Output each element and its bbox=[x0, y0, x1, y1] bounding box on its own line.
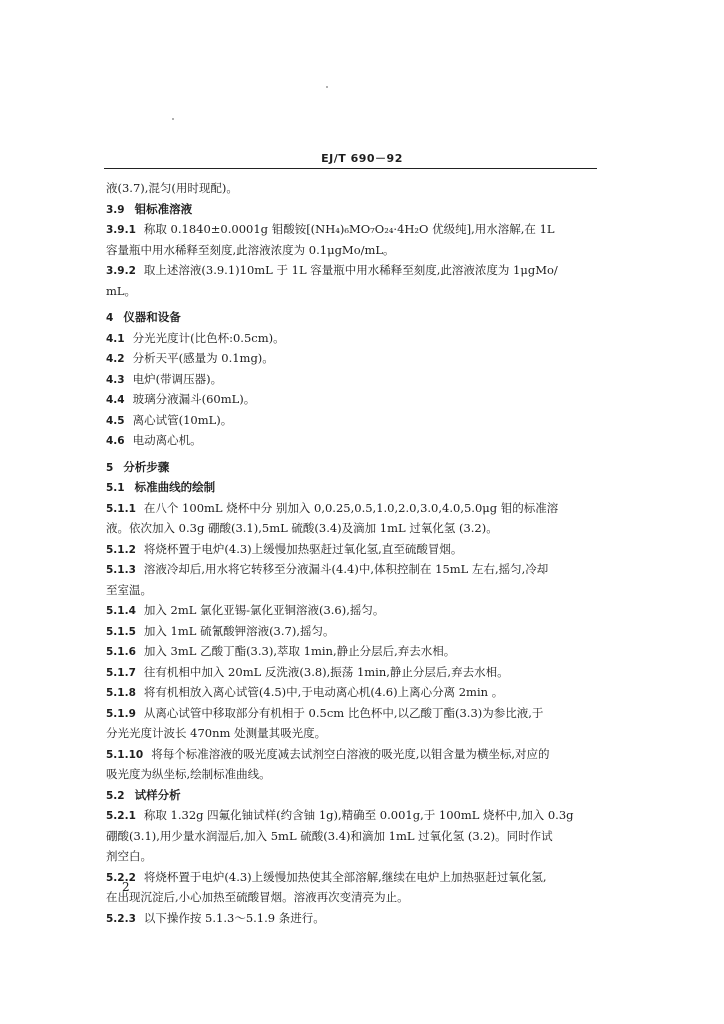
subsection-heading bbox=[106, 199, 602, 220]
clause-line bbox=[106, 219, 602, 240]
clause-line bbox=[106, 744, 602, 765]
section-heading bbox=[106, 457, 602, 478]
clause-text: 将有机相放入离心试管(4.5)中,于电动离心机(4.6)上离心分离 2min 。 bbox=[143, 685, 504, 699]
scan-speck bbox=[326, 86, 328, 88]
clause-number: 5.1.1 bbox=[106, 502, 136, 515]
clause-text: 从离心试管中移取部分有机相于 0.5cm 比色杯中,以乙酸丁酯(3.3)为参比液,于 bbox=[143, 705, 544, 720]
clause-line bbox=[106, 539, 602, 560]
clause-number: 5.1 bbox=[106, 482, 125, 494]
clause-number: 3.9 bbox=[106, 203, 125, 216]
continuation-line bbox=[106, 580, 602, 601]
clause-text: 试样分析 bbox=[134, 787, 181, 802]
clause-line bbox=[106, 703, 602, 724]
clause-line bbox=[106, 621, 602, 642]
clause-text: mL。 bbox=[106, 283, 137, 298]
clause-text: 分光光度计波长 470nm 处测量其吸光度。 bbox=[106, 726, 327, 740]
subsection-heading bbox=[106, 785, 602, 806]
clause-number: 5.1.2 bbox=[106, 543, 136, 556]
clause-text: 电动离心机。 bbox=[132, 433, 202, 447]
clause-line bbox=[106, 908, 602, 929]
clause-number: 4.6 bbox=[106, 435, 125, 447]
clause-text: 吸光度为纵坐标,绘制标准曲线。 bbox=[106, 767, 271, 781]
continuation-line bbox=[106, 723, 602, 744]
clause-number: 3.9.1 bbox=[106, 224, 136, 236]
clause-number: 4.4 bbox=[106, 394, 125, 406]
clause-line bbox=[106, 369, 602, 390]
scan-speck bbox=[172, 118, 174, 120]
continuation-line bbox=[106, 240, 602, 261]
clause-text: 液。依次加入 0.3g 硼酸(3.1),5mL 硫酸(3.4)及滴加 1mL 过氧化氢 (3.2)。 bbox=[106, 521, 498, 535]
clause-text: 电炉(带调压器)。 bbox=[132, 371, 223, 386]
clause-text: 将每个标准溶液的吸光度减去试剂空白溶液的吸光度,以钼含量为横坐标,对应的 bbox=[151, 746, 550, 761]
section-heading bbox=[106, 307, 602, 328]
clause-text: 仪器和设备 bbox=[123, 310, 181, 324]
subsection-heading bbox=[106, 477, 602, 498]
clause-number: 5.2 bbox=[106, 789, 125, 802]
clause-number: 4.5 bbox=[106, 414, 125, 427]
clause-text: 分析步骤 bbox=[123, 459, 170, 474]
document-body bbox=[106, 178, 602, 928]
clause-number: 4 bbox=[106, 312, 114, 324]
clause-line bbox=[106, 867, 602, 888]
clause-number: 5.2.3 bbox=[106, 912, 136, 925]
clause-number: 5.2.2 bbox=[106, 871, 136, 884]
clause-number: 5.1.5 bbox=[106, 625, 136, 638]
clause-text: 以下操作按 5.1.3～5.1.9 条进行。 bbox=[143, 910, 325, 925]
clause-line bbox=[106, 641, 602, 662]
clause-number: 5.1.10 bbox=[106, 748, 144, 761]
clause-text: 液(3.7),混匀(用时现配)。 bbox=[106, 181, 238, 195]
standard-code-header: EJ/T 690－92 bbox=[321, 152, 403, 165]
clause-text: 容量瓶中用水稀释至刻度,此溶液浓度为 0.1μgMo/mL。 bbox=[106, 242, 395, 257]
continuation-line bbox=[106, 826, 602, 847]
clause-number: 5.1.9 bbox=[106, 707, 136, 720]
clause-text: 加入 1mL 硫氰酸钾溶液(3.7),摇匀。 bbox=[143, 623, 335, 638]
clause-line bbox=[106, 389, 602, 410]
clause-text: 在八个 100mL 烧杯中分 别加入 0,0.25,0.5,1.0,2.0,3.0,4.0,5.0μg 钼的标准溶 bbox=[143, 500, 559, 515]
clause-line bbox=[106, 559, 602, 580]
clause-line bbox=[106, 600, 602, 621]
clause-text: 将烧杯置于电炉(4.3)上缓慢加热驱赶过氧化氢,直至硫酸冒烟。 bbox=[143, 541, 463, 556]
clause-number: 5.1.3 bbox=[106, 564, 136, 576]
clause-text: 至室温。 bbox=[106, 582, 152, 597]
header-rule bbox=[104, 168, 597, 169]
clause-line bbox=[106, 410, 602, 431]
clause-text: 加入 2mL 氯化亚锡-氯化亚铜溶液(3.6),摇匀。 bbox=[143, 603, 385, 617]
clause-text: 取上述溶液(3.9.1)10mL 于 1L 容量瓶中用水稀释至刻度,此溶液浓度为 1μgMo/ bbox=[143, 263, 558, 277]
clause-number: 4.2 bbox=[106, 353, 125, 365]
continuation-line bbox=[106, 281, 602, 302]
clause-number: 4.1 bbox=[106, 332, 125, 345]
clause-number: 4.3 bbox=[106, 373, 125, 386]
clause-text: 玻璃分液漏斗(60mL)。 bbox=[132, 392, 256, 406]
clause-line bbox=[106, 260, 602, 281]
page-number: 2 bbox=[122, 880, 130, 894]
clause-number: 5.1.6 bbox=[106, 646, 136, 658]
continuation-line bbox=[106, 846, 602, 867]
clause-line bbox=[106, 805, 602, 826]
clause-number: 5 bbox=[106, 461, 114, 474]
continuation-line bbox=[106, 764, 602, 785]
clause-number: 3.9.2 bbox=[106, 265, 136, 277]
clause-text: 溶液冷却后,用水将它转移至分液漏斗(4.4)中,体积控制在 15mL 左右,摇匀,冷却 bbox=[143, 562, 549, 576]
continuation-line bbox=[106, 178, 602, 199]
continuation-line bbox=[106, 887, 602, 908]
clause-number: 5.2.1 bbox=[106, 810, 136, 822]
clause-text: 分析天平(感量为 0.1mg)。 bbox=[132, 351, 274, 365]
clause-text: 标准曲线的绘制 bbox=[134, 480, 216, 494]
clause-text: 加入 3mL 乙酸丁酯(3.3),萃取 1min,静止分层后,弃去水相。 bbox=[143, 644, 456, 658]
clause-text: 称取 0.1840±0.0001g 钼酸铵[(NH₄)₆MO₇O₂₄·4H₂O 优级纯],用水溶解,在 1L bbox=[143, 222, 555, 236]
clause-text: 离心试管(10mL)。 bbox=[132, 412, 233, 427]
clause-text: 在出现沉淀后,小心加热至硫酸冒烟。溶液再次变清亮为止。 bbox=[106, 890, 409, 904]
clause-line bbox=[106, 662, 602, 683]
clause-number: 5.1.8 bbox=[106, 687, 136, 699]
clause-number: 5.1.4 bbox=[106, 605, 136, 617]
clause-line bbox=[106, 348, 602, 369]
clause-text: 剂空白。 bbox=[106, 849, 152, 863]
clause-line bbox=[106, 430, 602, 451]
clause-text: 分光光度计(比色杯:0.5cm)。 bbox=[132, 330, 285, 345]
clause-text: 硼酸(3.1),用少量水润湿后,加入 5mL 硫酸(3.4)和滴加 1mL 过氧化氢 (3.2)。同时作试 bbox=[106, 828, 553, 843]
clause-number: 5.1.7 bbox=[106, 666, 136, 679]
clause-line bbox=[106, 328, 602, 349]
clause-text: 称取 1.32g 四氟化铀试样(约含铀 1g),精确至 0.001g,于 100mL 烧杯中,加入 0.3g bbox=[143, 808, 574, 822]
continuation-line bbox=[106, 518, 602, 539]
clause-text: 钼标准溶液 bbox=[134, 201, 193, 216]
clause-text: 将烧杯置于电炉(4.3)上缓慢加热使其全部溶解,继续在电炉上加热驱赶过氧化氢, bbox=[143, 869, 547, 884]
clause-text: 往有机相中加入 20mL 反洗液(3.8),振荡 1min,静止分层后,弃去水相。 bbox=[143, 664, 509, 679]
clause-line bbox=[106, 682, 602, 703]
clause-line bbox=[106, 498, 602, 519]
